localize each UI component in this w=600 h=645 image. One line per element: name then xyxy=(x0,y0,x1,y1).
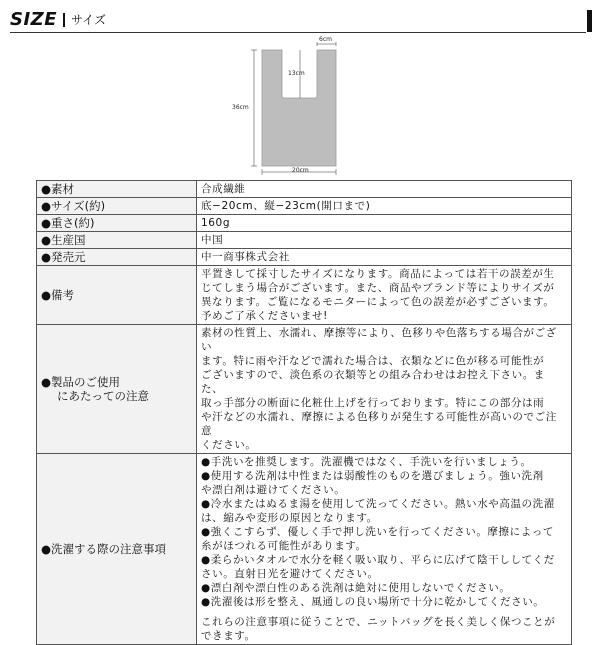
washing-line: ●洗濯後は形を整え、風通しの良い場所で十分に乾かしてください。 xyxy=(201,596,545,608)
section-header xyxy=(10,8,592,30)
row-value-material: 合成繊維 xyxy=(197,181,572,198)
usage-line: ます。特に雨や汗などで濡れた場合は、衣類などに色が移る可能性が xyxy=(201,355,545,367)
bottom-width-label: 20cm xyxy=(292,167,309,174)
washing-line: ●漂白剤や漂白性のある洗剤は絶対に使用しないでください。 xyxy=(201,582,511,594)
notes-line: 平置きして採寸したサイズになります。商品によっては若干の誤差が生 xyxy=(201,268,555,280)
row-label-weight: ●重さ(約) xyxy=(37,215,197,232)
washing-line: ●冷水またはぬるま湯を使用して洗ってください。熱い水や高温の洗濯 xyxy=(201,498,555,510)
washing-line: さい。直射日光を避けてください。 xyxy=(201,568,379,580)
handle-width-label: 6cm xyxy=(319,36,332,43)
table-row xyxy=(37,232,572,249)
notes-line: 異なります。ご覧になるモニターによって色の誤差が必ずございます。 xyxy=(201,296,555,308)
header-end-bar xyxy=(587,10,592,32)
header-underline xyxy=(10,32,586,33)
section-title: SIZE xyxy=(10,9,58,30)
row-value-weight: 160g xyxy=(197,215,572,232)
usage-label-line1: ●製品のご使用 xyxy=(41,375,121,389)
row-label-washing: ●洗濯する際の注意事項 xyxy=(37,454,197,645)
usage-line: 取っ手部分の断面に化粧仕上げを行っております。特にこの部分は雨 xyxy=(201,397,545,409)
section-subtitle: サイズ xyxy=(71,13,107,27)
table-row xyxy=(37,198,572,215)
washing-line: や漂白剤は避けてください。 xyxy=(201,484,346,496)
row-value-usage xyxy=(197,325,572,454)
usage-label-line2: にあたっての注意 xyxy=(57,389,149,403)
row-label-material: ●素材 xyxy=(37,181,197,198)
row-value-seller: 中一商事株式会社 xyxy=(197,249,572,266)
row-value-washing xyxy=(197,454,572,645)
spec-table xyxy=(36,180,572,645)
washing-line: ●柔らかいタオルで水分を軽く吸い取り、平らに広げて陰干ししてくだ xyxy=(201,554,555,566)
washing-line: 糸がほつれる可能性があります。 xyxy=(201,540,367,552)
row-label-notes: ●備考 xyxy=(37,266,197,325)
usage-line: ください。 xyxy=(201,439,257,451)
washing-line: は、縮みや変形の原因となります。 xyxy=(201,512,378,524)
row-value-notes xyxy=(197,266,572,325)
row-label-seller: ●発売元 xyxy=(37,249,197,266)
row-label-usage xyxy=(37,325,197,454)
size-diagram xyxy=(220,36,390,178)
bag-shape xyxy=(262,50,336,166)
washing-line: ●手洗いを推奨します。洗濯機ではなく、手洗いを行いましょう。 xyxy=(201,456,532,468)
washing-line: できます。 xyxy=(201,630,256,642)
row-value-size: 底−20cm、縦−23cm(開口まで) xyxy=(197,198,572,215)
usage-line: ございますので、淡色系の衣類等との組み合わせはお控え下さい。また、 xyxy=(201,369,545,395)
row-label-origin: ●生産国 xyxy=(37,232,197,249)
table-row xyxy=(37,454,572,645)
row-value-origin: 中国 xyxy=(197,232,572,249)
usage-line: や汗などの水濡れ、摩擦による色移りが発生する可能性が高いのでご注意 xyxy=(201,411,557,437)
handle-height-label: 13cm xyxy=(288,70,305,77)
table-row xyxy=(37,215,572,232)
table-row xyxy=(37,249,572,266)
notes-line: じてしまう場合がございます。また、商品やブランド等によりサイズが xyxy=(201,282,555,294)
table-row xyxy=(37,266,572,325)
table-row xyxy=(37,325,572,454)
title-divider xyxy=(63,13,65,27)
usage-line: 素材の性質上、水濡れ、摩擦等により、色移りや色落ちする場合がござい xyxy=(201,327,557,353)
total-height-label: 36cm xyxy=(232,104,249,111)
washing-line: これらの注意事項に従うことで、ニットバッグを長く美しく保つことが xyxy=(201,616,556,628)
washing-line: ●使用する洗剤は中性または弱酸性のものを選びましょう。強い洗剤 xyxy=(201,470,544,482)
table-row xyxy=(37,181,572,198)
notes-line: 予めご了承くださいませ! xyxy=(201,310,328,322)
washing-line: ●強くこすらず、優しく手で押し洗いを行ってください。摩擦によって xyxy=(201,526,555,538)
row-label-size: ●サイズ(約) xyxy=(37,198,197,215)
